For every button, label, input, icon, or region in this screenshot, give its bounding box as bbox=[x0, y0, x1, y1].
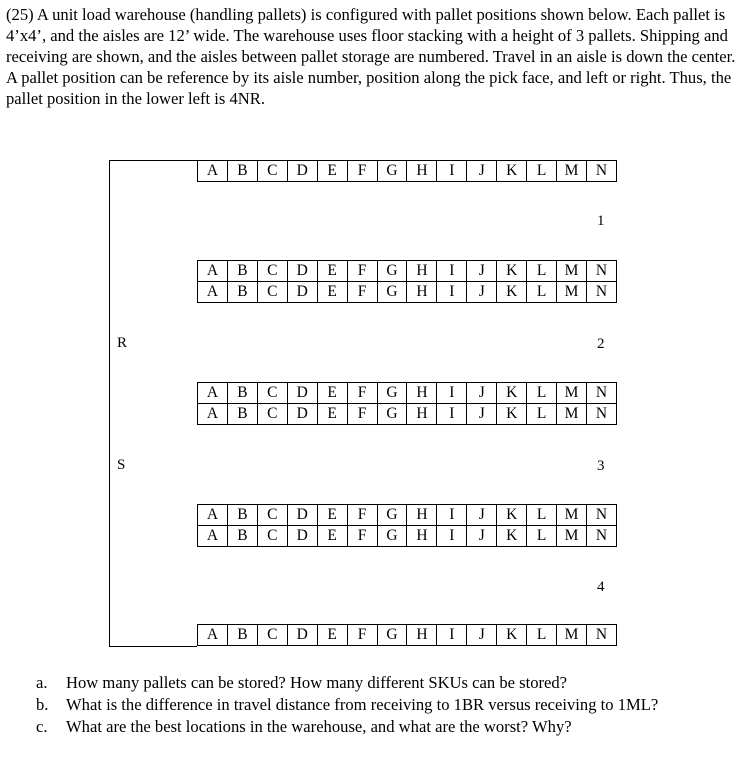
question-item bbox=[36, 716, 736, 737]
pallet-cell: M bbox=[556, 404, 587, 425]
pallet-cell: A bbox=[197, 404, 228, 425]
pallet-cell: F bbox=[347, 282, 378, 303]
pallet-cell: L bbox=[526, 624, 557, 646]
pallet-cell: I bbox=[436, 526, 467, 547]
pallet-cell: G bbox=[377, 382, 408, 404]
pallet-cell: H bbox=[406, 526, 437, 547]
pallet-cell: K bbox=[496, 624, 527, 646]
warehouse-bottom-wall bbox=[109, 646, 197, 647]
pallet-cell: J bbox=[466, 160, 497, 182]
pallet-cell: A bbox=[197, 260, 228, 282]
pallet-cell: N bbox=[586, 160, 617, 182]
question-item bbox=[36, 694, 736, 715]
pallet-cell: E bbox=[317, 404, 348, 425]
pallet-cell: N bbox=[586, 404, 617, 425]
pallet-cell: B bbox=[227, 260, 258, 282]
pallet-cell: N bbox=[586, 624, 617, 646]
question-text: How many pallets can be stored? How many different SKUs can be stored? bbox=[66, 673, 568, 692]
pallet-cell: E bbox=[317, 624, 348, 646]
question-text: What are the best locations in the warehouse, and what are the worst? Why? bbox=[66, 717, 572, 736]
problem-statement: (25) A unit load warehouse (handling pallets) is configured with pallet positions shown below. Each pallet is 4’x4’, and the aisles are 12’ wide. The warehouse uses floor stacking with a height of 3 pallets. Shipping and receiving are shown, and the aisles between pallet storage are numbered. Travel in an aisle is down the center. A pallet position can be reference by its aisle number, position along the pick face, and left or right. Thus, the pallet position in the lower left is 4NR. bbox=[6, 5, 736, 108]
pallet-cell: H bbox=[406, 624, 437, 646]
aisle-number-2: 2 bbox=[597, 336, 605, 352]
question-letter: b. bbox=[36, 695, 49, 714]
pallet-row-top bbox=[197, 160, 617, 182]
pallet-cell: G bbox=[377, 504, 408, 526]
pallet-cell: G bbox=[377, 260, 408, 282]
pallet-cell: N bbox=[586, 526, 617, 547]
pallet-cell: J bbox=[466, 282, 497, 303]
pallet-cell: A bbox=[197, 504, 228, 526]
pallet-cell: M bbox=[556, 160, 587, 182]
pallet-cell: F bbox=[347, 624, 378, 646]
pallet-cell: L bbox=[526, 382, 557, 404]
pallet-cell: C bbox=[257, 282, 288, 303]
pallet-row-2a-lower bbox=[197, 282, 617, 303]
pallet-cell: D bbox=[287, 504, 318, 526]
pallet-cell: A bbox=[197, 382, 228, 404]
pallet-cell: D bbox=[287, 160, 318, 182]
pallet-cell: J bbox=[466, 382, 497, 404]
pallet-row-2b-upper bbox=[197, 382, 617, 404]
pallet-cell: B bbox=[227, 624, 258, 646]
pallet-cell: C bbox=[257, 526, 288, 547]
pallet-cell: K bbox=[496, 260, 527, 282]
pallet-cell: H bbox=[406, 282, 437, 303]
pallet-cell: E bbox=[317, 382, 348, 404]
pallet-cell: B bbox=[227, 504, 258, 526]
question-item bbox=[36, 672, 736, 693]
pallet-cell: N bbox=[586, 504, 617, 526]
aisle-number-4: 4 bbox=[597, 579, 605, 595]
pallet-cell: M bbox=[556, 504, 587, 526]
pallet-cell: C bbox=[257, 382, 288, 404]
pallet-cell: I bbox=[436, 160, 467, 182]
warehouse-left-wall bbox=[109, 160, 110, 647]
pallet-cell: D bbox=[287, 526, 318, 547]
pallet-cell: B bbox=[227, 160, 258, 182]
pallet-cell: I bbox=[436, 624, 467, 646]
pallet-cell: C bbox=[257, 260, 288, 282]
pallet-cell: G bbox=[377, 526, 408, 547]
pallet-cell: A bbox=[197, 282, 228, 303]
pallet-cell: H bbox=[406, 504, 437, 526]
pallet-cell: C bbox=[257, 404, 288, 425]
pallet-cell: H bbox=[406, 260, 437, 282]
pallet-cell: G bbox=[377, 282, 408, 303]
pallet-cell: L bbox=[526, 160, 557, 182]
pallet-cell: D bbox=[287, 282, 318, 303]
pallet-cell: H bbox=[406, 404, 437, 425]
receiving-label: R bbox=[117, 335, 128, 351]
pallet-row-4a-lower bbox=[197, 526, 617, 547]
question-text: What is the difference in travel distance from receiving to 1BR versus receiving to 1ML? bbox=[66, 695, 659, 714]
pallet-cell: A bbox=[197, 160, 228, 182]
pallet-cell: K bbox=[496, 404, 527, 425]
pallet-cell: F bbox=[347, 160, 378, 182]
pallet-cell: L bbox=[526, 504, 557, 526]
pallet-cell: M bbox=[556, 260, 587, 282]
pallet-cell: K bbox=[496, 382, 527, 404]
pallet-cell: G bbox=[377, 624, 408, 646]
pallet-cell: K bbox=[496, 526, 527, 547]
pallet-cell: M bbox=[556, 624, 587, 646]
pallet-cell: A bbox=[197, 526, 228, 547]
pallet-cell: J bbox=[466, 624, 497, 646]
pallet-cell: I bbox=[436, 382, 467, 404]
aisle-number-1: 1 bbox=[597, 213, 605, 229]
pallet-cell: F bbox=[347, 526, 378, 547]
aisle-number-3: 3 bbox=[597, 458, 605, 474]
pallet-cell: I bbox=[436, 504, 467, 526]
pallet-cell: N bbox=[586, 282, 617, 303]
pallet-cell: G bbox=[377, 160, 408, 182]
pallet-cell: H bbox=[406, 160, 437, 182]
pallet-cell: C bbox=[257, 504, 288, 526]
pallet-cell: F bbox=[347, 404, 378, 425]
pallet-cell: D bbox=[287, 624, 318, 646]
pallet-cell: K bbox=[496, 160, 527, 182]
pallet-cell: L bbox=[526, 404, 557, 425]
pallet-cell: B bbox=[227, 404, 258, 425]
pallet-cell: H bbox=[406, 382, 437, 404]
pallet-cell: B bbox=[227, 382, 258, 404]
pallet-cell: J bbox=[466, 504, 497, 526]
pallet-cell: I bbox=[436, 260, 467, 282]
pallet-cell: I bbox=[436, 282, 467, 303]
pallet-cell: C bbox=[257, 160, 288, 182]
pallet-cell: D bbox=[287, 382, 318, 404]
pallet-cell: E bbox=[317, 160, 348, 182]
pallet-cell: J bbox=[466, 526, 497, 547]
pallet-cell: F bbox=[347, 504, 378, 526]
pallet-cell: G bbox=[377, 404, 408, 425]
pallet-cell: A bbox=[197, 624, 228, 646]
question-letter: a. bbox=[36, 673, 48, 692]
pallet-cell: F bbox=[347, 382, 378, 404]
pallet-cell: F bbox=[347, 260, 378, 282]
pallet-cell: M bbox=[556, 282, 587, 303]
pallet-cell: L bbox=[526, 526, 557, 547]
pallet-row-1b-upper bbox=[197, 260, 617, 282]
pallet-cell: D bbox=[287, 260, 318, 282]
pallet-cell: E bbox=[317, 260, 348, 282]
pallet-cell: D bbox=[287, 404, 318, 425]
pallet-cell: L bbox=[526, 260, 557, 282]
pallet-cell: L bbox=[526, 282, 557, 303]
pallet-cell: B bbox=[227, 526, 258, 547]
pallet-cell: E bbox=[317, 526, 348, 547]
pallet-row-3b-upper bbox=[197, 504, 617, 526]
pallet-cell: M bbox=[556, 382, 587, 404]
pallet-cell: I bbox=[436, 404, 467, 425]
question-list bbox=[36, 672, 736, 738]
pallet-cell: B bbox=[227, 282, 258, 303]
pallet-cell: C bbox=[257, 624, 288, 646]
question-letter: c. bbox=[36, 717, 48, 736]
pallet-cell: M bbox=[556, 526, 587, 547]
pallet-cell: N bbox=[586, 260, 617, 282]
pallet-row-bottom bbox=[197, 624, 617, 646]
pallet-cell: J bbox=[466, 404, 497, 425]
pallet-row-3a-lower bbox=[197, 404, 617, 425]
pallet-cell: K bbox=[496, 282, 527, 303]
shipping-label: S bbox=[117, 457, 126, 473]
pallet-cell: E bbox=[317, 282, 348, 303]
pallet-cell: N bbox=[586, 382, 617, 404]
pallet-cell: E bbox=[317, 504, 348, 526]
pallet-cell: J bbox=[466, 260, 497, 282]
pallet-cell: K bbox=[496, 504, 527, 526]
warehouse-top-wall bbox=[109, 160, 197, 161]
